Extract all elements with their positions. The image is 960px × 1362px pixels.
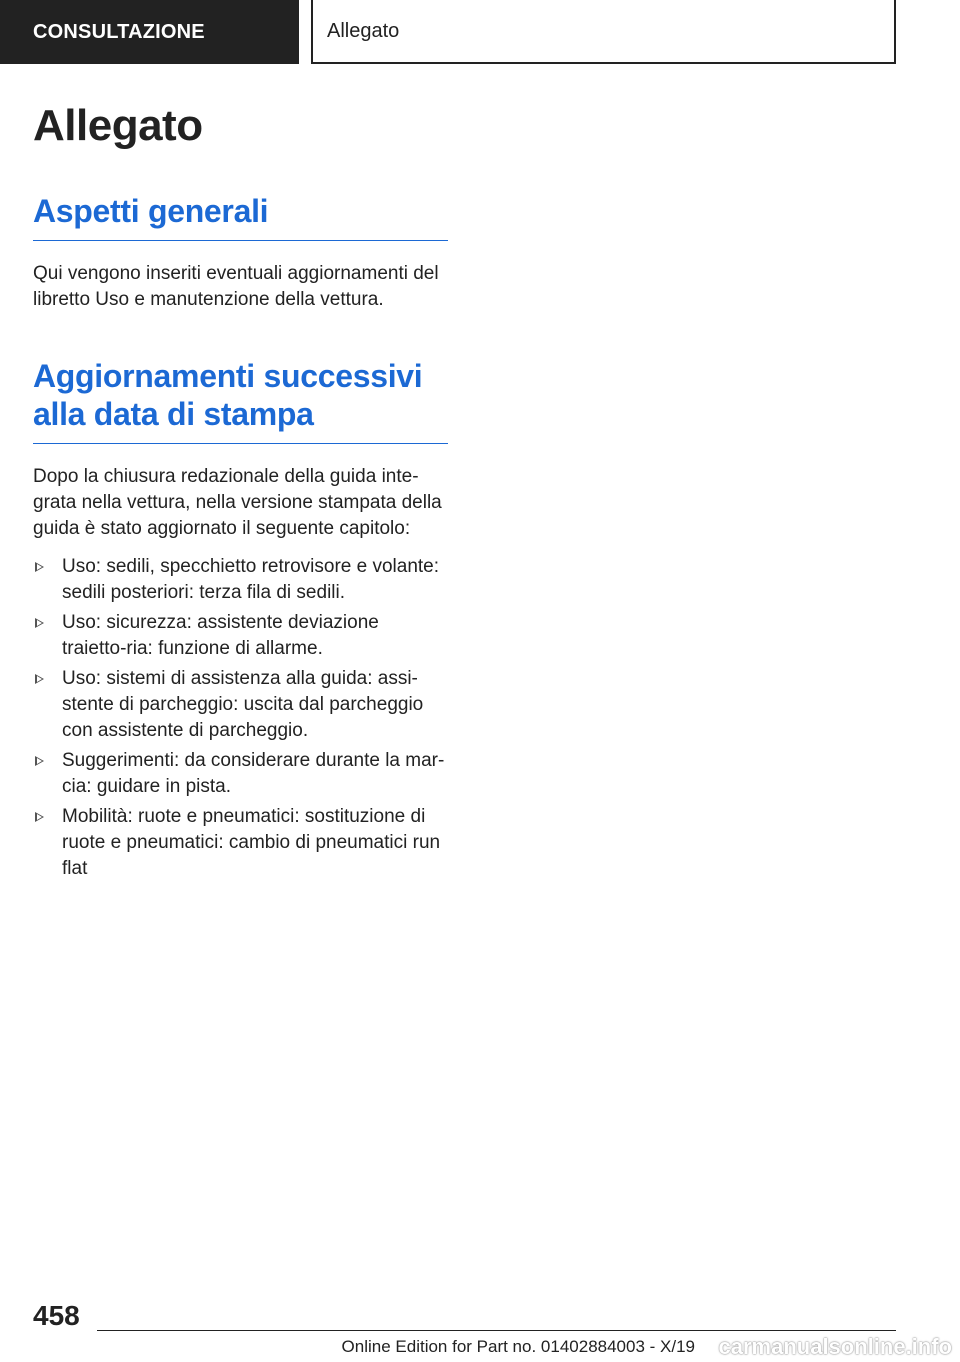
list-item-text: Mobilità: ruote e pneumatici: sostituzione di ruote e pneumatici: cambio di pneumatici run flat bbox=[62, 806, 441, 879]
list-item bbox=[33, 804, 448, 882]
edition-info: Online Edition for Part no. 01402884003 - X/19 bbox=[341, 1337, 695, 1356]
chapter-title: Allegato bbox=[311, 0, 896, 64]
list-item bbox=[33, 554, 448, 606]
heading-aggiornamenti: Aggiornamenti successivi alla data di stampa bbox=[33, 357, 448, 444]
heading-aspetti-generali: Aspetti generali bbox=[33, 192, 448, 241]
triangle-right-outline-icon bbox=[35, 562, 44, 572]
list-item bbox=[33, 610, 448, 662]
watermark-link[interactable]: carmanualsonline.info bbox=[718, 1334, 952, 1359]
triangle-right-outline-icon bbox=[35, 756, 44, 766]
list-item-text: Uso: sicurezza: assistente deviazione traietto-ria: funzione di allarme. bbox=[62, 612, 379, 659]
footer-divider bbox=[97, 1330, 896, 1331]
section-tab: CONSULTAZIONE bbox=[0, 0, 299, 64]
triangle-right-outline-icon bbox=[35, 674, 44, 684]
page-header bbox=[0, 0, 896, 66]
updates-paragraph: Dopo la chiusura redazionale della guida inte-grata nella vettura, nella versione stampata della guida è stato aggiornato il seguente capitolo: bbox=[33, 466, 442, 539]
list-item-text: Uso: sistemi di assistenza alla guida: assi-stente di parcheggio: uscita dal parcheggio con assistente di parcheggio. bbox=[62, 668, 424, 741]
main-content bbox=[33, 98, 448, 886]
list-item-text: Uso: sedili, specchietto retrovisore e volante: sedili posteriori: terza fila di sedili. bbox=[62, 556, 440, 603]
page-title: Allegato bbox=[33, 101, 203, 150]
list-item bbox=[33, 666, 448, 744]
intro-paragraph: Qui vengono inseriti eventuali aggiornamenti del libretto Uso e manutenzione della vettura. bbox=[33, 263, 439, 310]
updates-list bbox=[33, 554, 448, 882]
list-item bbox=[33, 748, 448, 800]
triangle-right-outline-icon bbox=[35, 618, 44, 628]
page-number: 458 bbox=[33, 1300, 80, 1331]
triangle-right-outline-icon bbox=[35, 812, 44, 822]
list-item-text: Suggerimenti: da considerare durante la mar-cia: guidare in pista. bbox=[62, 750, 445, 797]
